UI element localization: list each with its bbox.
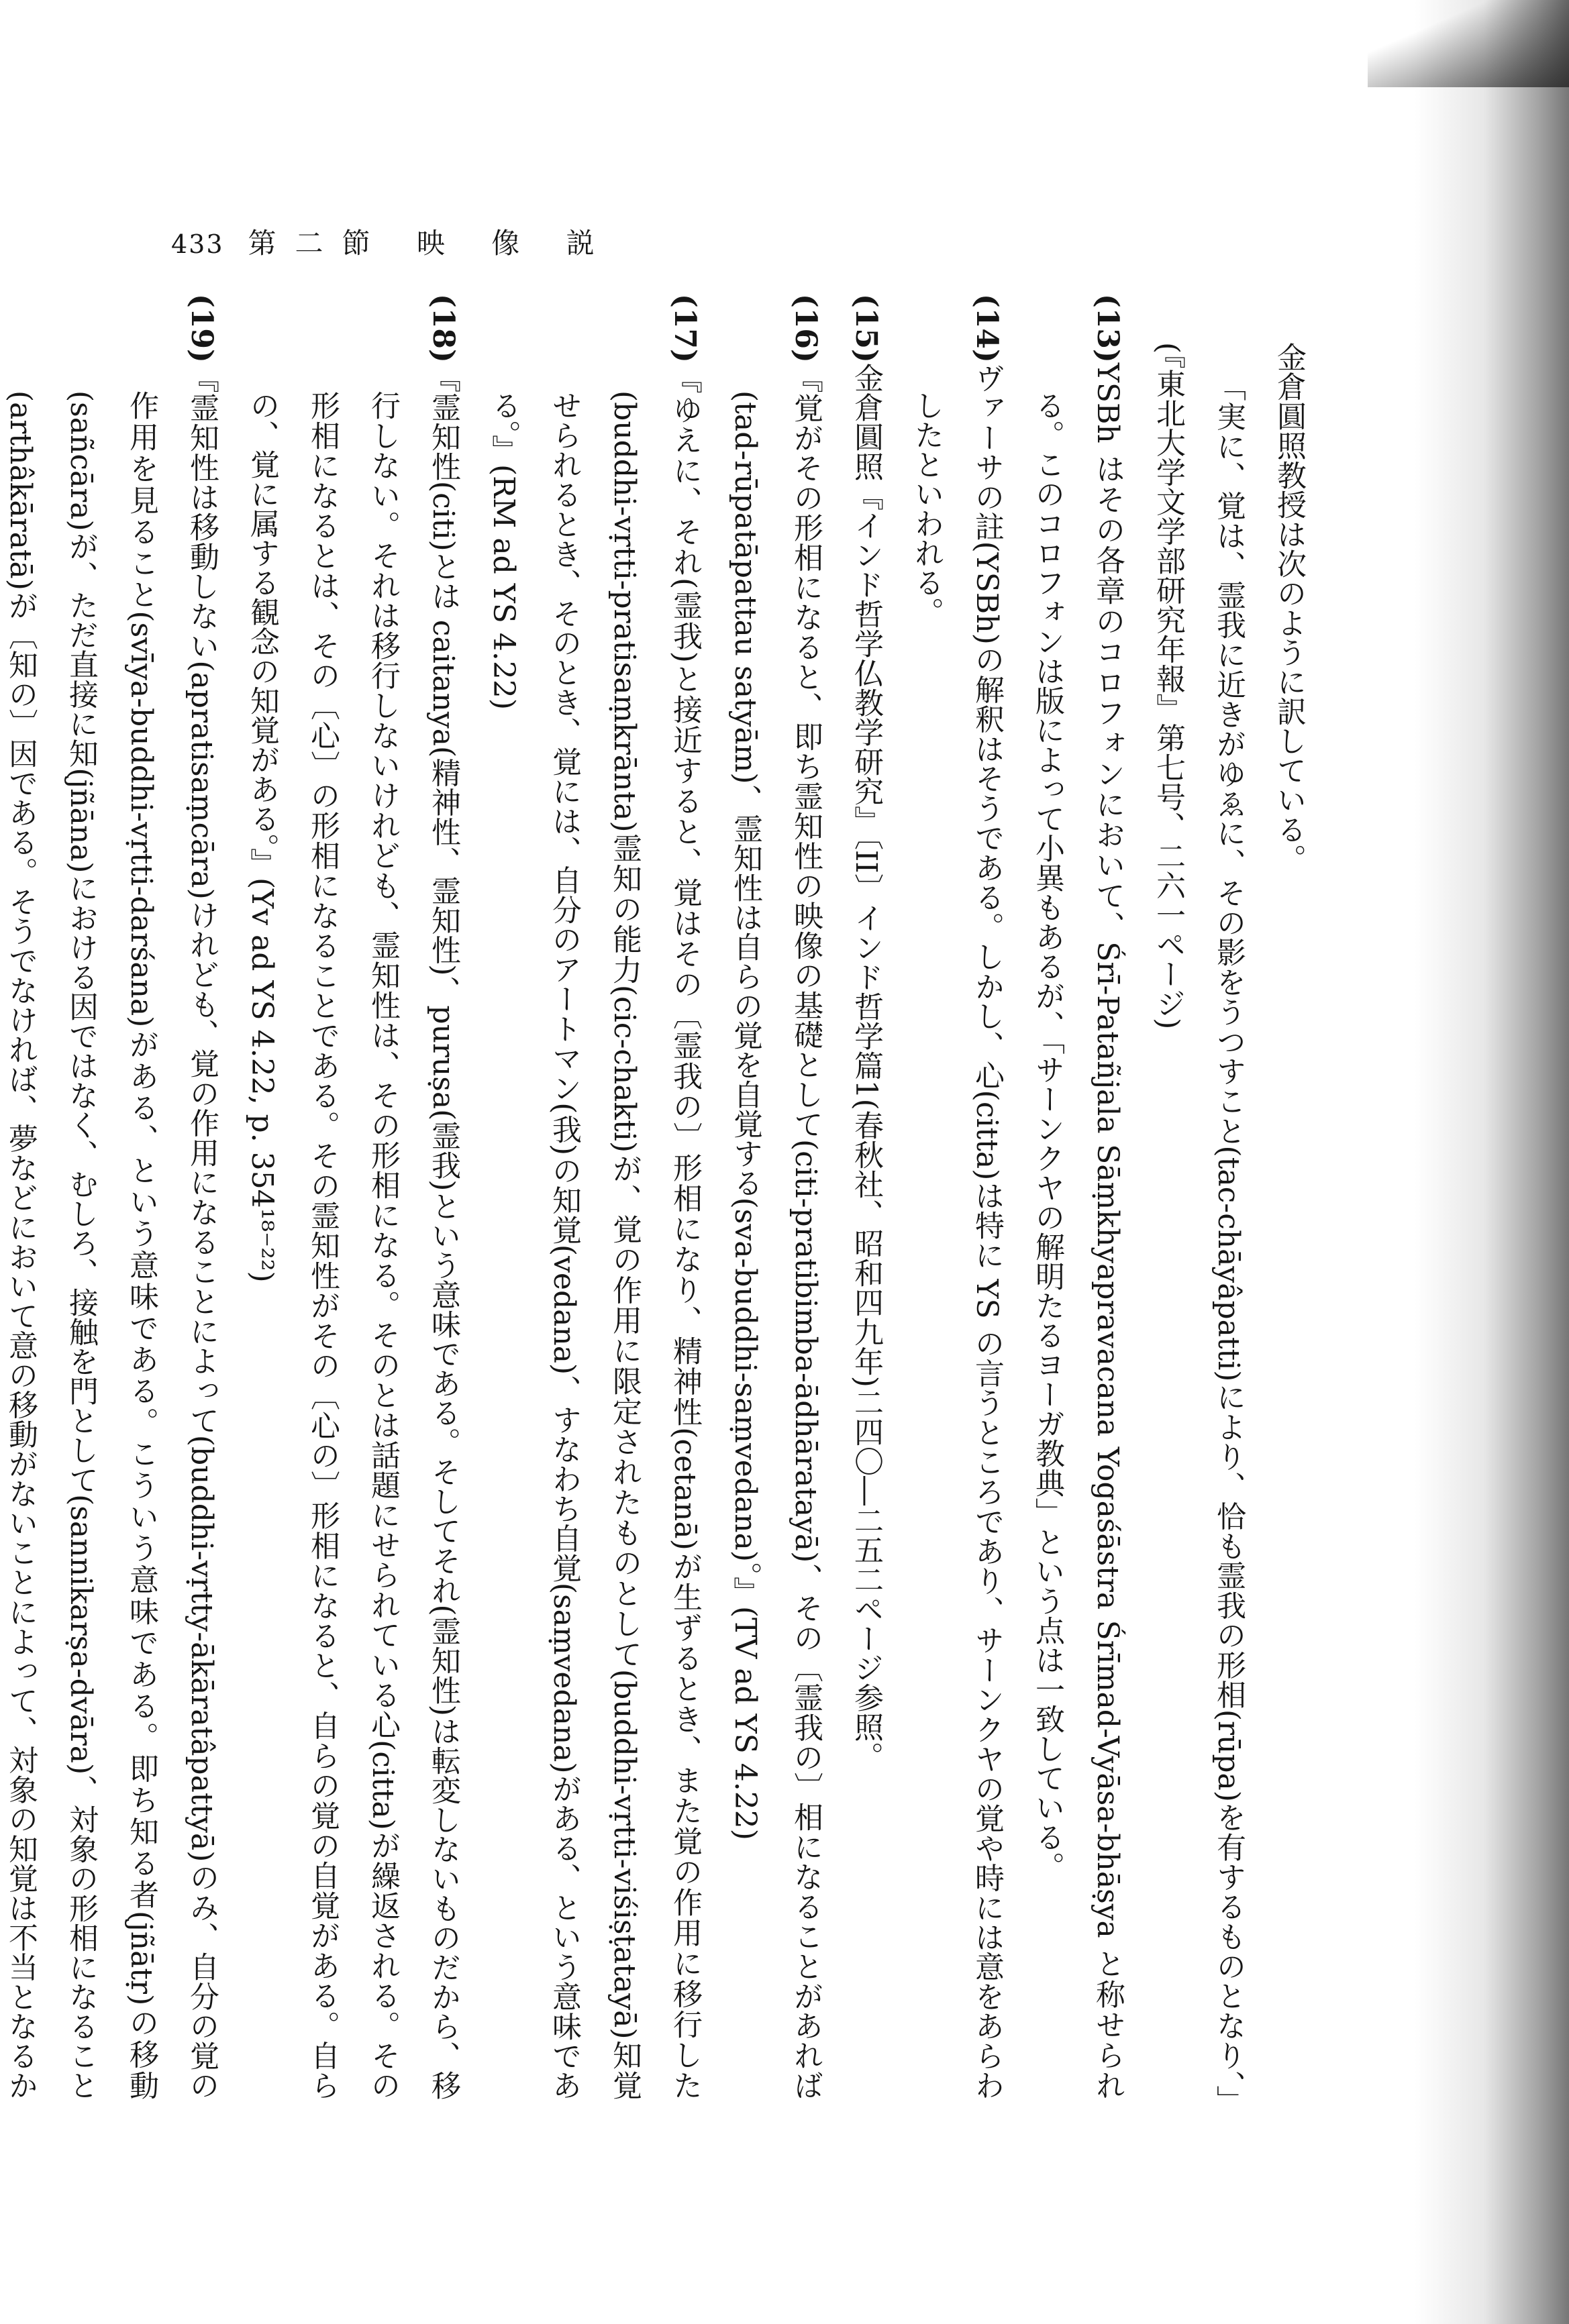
note-text: 『覚がその形相になると、即ち霊知性の映像の基礎として(citi-pratibimba-ādhāratayā)、その〔霊我の〕相になることがあれば(tad-rūpatāpattau satyām)、霊知性は自らの覚を自覚する(sva-buddhi-saṃvedana)。』(TV ad YS 4.22) xyxy=(728,362,823,2100)
section-title: 第二節 映 像 説 xyxy=(248,227,613,260)
note-14 xyxy=(896,294,1017,2100)
note-number: (14) xyxy=(970,294,1004,363)
vertical-text-body xyxy=(3,294,1319,2100)
note-number: (16) xyxy=(789,294,823,363)
note-text: 『霊知性(citi)とは caitanya(精神性、霊知性)、puruṣa(霊我)という意味である。そしてそれ(霊知性)は転変しないものだから、移行しない。それは移行しないけれども、霊知性は、その形相になる。そのとは話題にせられている心(citta)が繰返される。その形相になるとは、その〔心〕の形相になることである。その霊知性がその〔心の〕形相になると、自らの覚の自覚がある。自らの、覚に属する観念の知覚がある。』(Yv ad YS 4.22, p. 354¹⁸⁻²²) xyxy=(245,362,460,2100)
note-text: 『霊知性は移動しない(apratisaṃcāra)けれども、覚の作用になることによって(buddhi-vṛtty-ākāratâpattyā)のみ、自分の覚の作用を見ること(svīya-buddhi-vṛtti-darśana)がある、という意味である。こういう意味である。即ち知る者(jñātṛ)の移動(sañcāra)が、ただ直接に知(jñāna)における因ではなく、むしろ、接触を門として(sannikarṣa-dvāra)、対象の形相になること(arthâkāratā)が〔知の〕因である。そうでなければ、夢などにおいて意の移動がないことによって、対象の知覚は不当となるか xyxy=(3,362,219,2100)
note-number: (19) xyxy=(185,294,219,363)
note-number: (15) xyxy=(849,294,883,363)
note-18 xyxy=(232,294,473,2100)
note-number: (18) xyxy=(426,294,460,363)
quoted-translation: 「実に、覚は、霊我に近きがゆゑに、その影をうつすこと(tac-chāyâpatti)により、恰も霊我の形相(rūpa)を有するものとなり、」(『東北大学文学部研究年報』第七号、二六一ページ) xyxy=(1151,342,1246,2100)
note-text: 金倉圓照『インド哲学仏教学研究』〔II〕インド哲学篇1(春秋社、昭和四九年)二四〇―二五二ページ参照。 xyxy=(849,362,883,1771)
intro-paragraph: 金倉圓照教授は次のように訳している。 xyxy=(1272,342,1306,874)
note-text: 『ゆえに、それ(霊我)と接近すると、覚はその〔霊我の〕形相になり、精神性(cetanā)が生ずるとき、また覚の作用に移行した(buddhi-vṛtti-pratisaṃkrānta)霊知の能力(cic-chakti)が、覚の作用に限定されたものとして(buddhi-vṛtti-viśiṣṭatayā)知覚せられるとき、そのとき、覚には、自分のアートマン(我)の知覚(vedana)、すなわち自覚(saṃvedana)がある、という意味である。』(RM ad YS 4.22) xyxy=(487,362,702,2100)
running-header xyxy=(171,221,613,262)
note-15 xyxy=(836,294,896,2100)
note-text: YSBh はその各章のコロフォンにおいて、Śrī-Patañjala Sāṃkhyapravacana Yogaśāstra Śrīmad-Vyāsa-bhāṣya と称せられる。このコロフォンは版によって小異もあるが、「サーンクヤの解明たるヨーガ教典」という点は一致している。 xyxy=(1030,362,1125,2100)
note-13 xyxy=(1017,294,1137,2100)
note-17 xyxy=(473,294,715,2100)
note-16 xyxy=(715,294,836,2100)
scan-corner-shadow xyxy=(1368,0,1569,87)
page-number: 433 xyxy=(171,229,224,259)
note-number: (13) xyxy=(1091,294,1125,363)
scan-edge-shadow xyxy=(1415,0,1569,2324)
note-19 xyxy=(0,294,232,2100)
note-text: ヴァーサの註(YSBh)の解釈はそうである。しかし、心(citta)は特に YS の言うところであり、サーンクヤの覚や時には意をあらわしたといわれる。 xyxy=(909,362,1004,2100)
note-number: (17) xyxy=(668,294,702,363)
